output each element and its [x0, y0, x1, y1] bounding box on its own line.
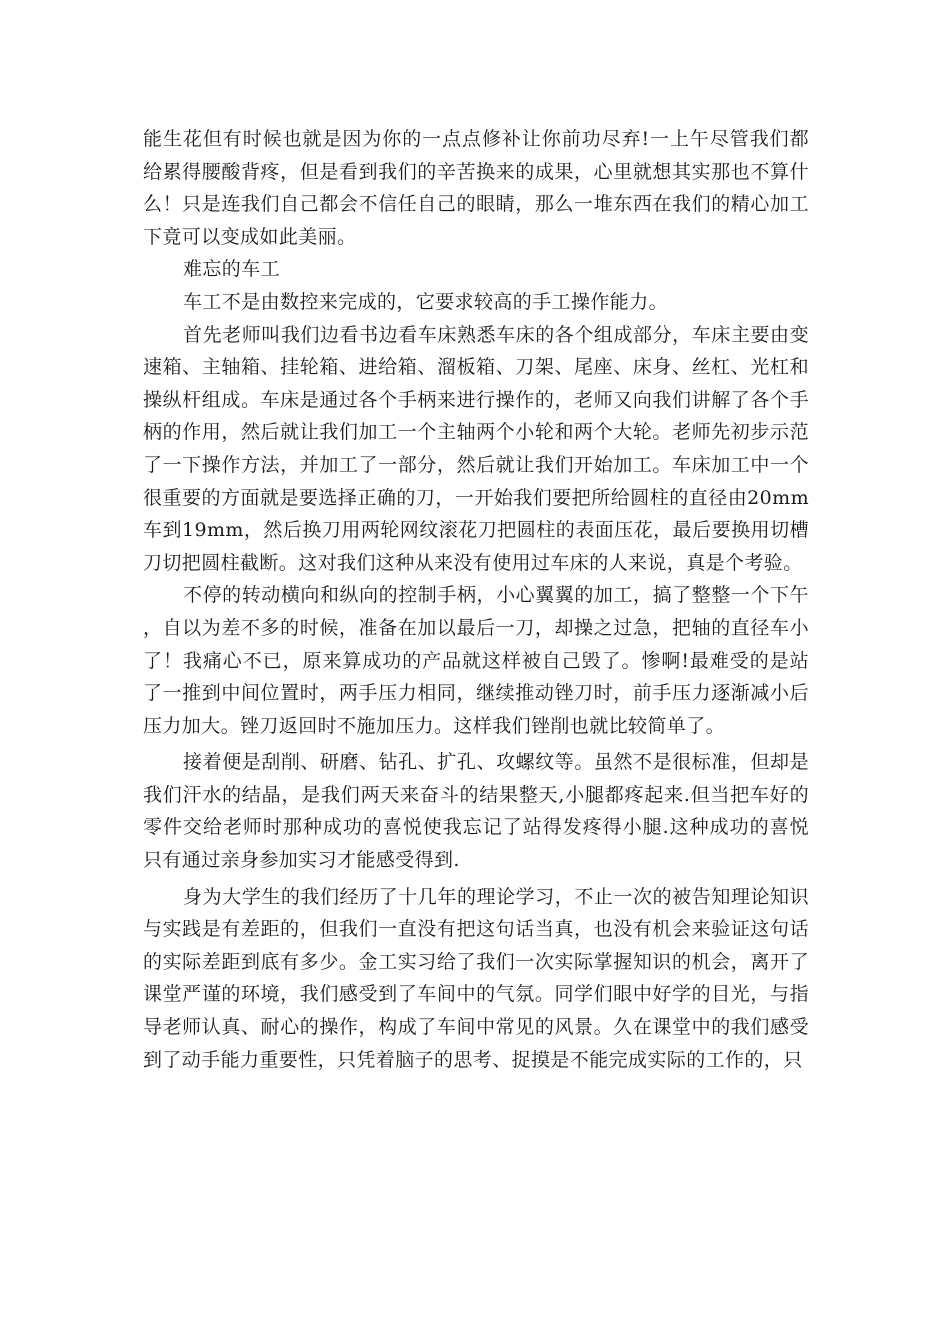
paragraph-reflection: 身为大学生的我们经历了十几年的理论学习，不止一次的被告知理论知识与实践是有差距的，但我们一直没有把这句话当真，也没有机会来验证这句话的实际差距到底有多少。金工实习给了我们一次实际掌握知识的机会，离开了课堂严谨的环境，我们感受到了车间中的气氛。同学们眼中好学的目光，与指导老师认真、耐心的操作，构成了车间中常见的风景。久在课堂中的我们感受到了动手能力重要性，只凭着脑子的思考、捉摸是不能完成实际的工作的，只	[143, 885, 809, 1071]
paragraph-continuation: 能生花但有时候也就是因为你的一点点修补让你前功尽弃!一上午尽管我们都给累得腰酸背疼，但是看到我们的辛苦换来的成果，心里就想其实那也不算什么！只是连我们自己都会不信任自己的眼睛，那么一堆东西在我们的精心加工下竟可以变成如此美丽。	[143, 128, 809, 248]
document-body	[143, 123, 809, 1076]
paragraph-lathe-intro: 车工不是由数控来完成的，它要求较高的手工操作能力。	[183, 290, 669, 313]
section-heading-lathe: 难忘的车工	[183, 258, 281, 281]
paragraph-lathe-operation: 首先老师叫我们边看书边看车床熟悉车床的各个组成部分，车床主要由变速箱、主轴箱、挂轮箱、进给箱、溜板箱、刀架、尾座、床身、丝杠、光杠和操纵杆组成。车床是通过各个手柄来进行操作的，老师又向我们讲解了各个手柄的作用，然后就让我们加工一个主轴两个小轮和两个大轮。老师先初步示范了一下操作方法，并加工了一部分，然后就让我们开始加工。车床加工中一个很重要的方面就是要选择正确的刀，一开始我们要把所给圆柱的直径由20mm车到19mm，然后换刀用两轮网纹滚花刀把圆柱的表面压花，最后要换用切槽刀切把圆柱截断。这对我们这种从来没有使用过车床的人来说，真是个考验。	[143, 323, 809, 574]
paragraph-other-processes: 接着便是刮削、研磨、钻孔、扩孔、攻螺纹等。虽然不是很标准，但却是我们汗水的结晶，是我们两天来奋斗的结果整天,小腿都疼起来.但当把车好的零件交给老师时那种成功的喜悦使我忘记了站得发疼得小腿.这种成功的喜悦只有通过亲身参加实习才能感受得到.	[143, 751, 809, 872]
paragraph-lathe-experience: 不停的转动横向和纵向的控制手柄，小心翼翼的加工，搞了整整一个下午，自以为差不多的时候，准备在加以最后一刀，却操之过急，把轴的直径车小了！我痛心不已，原来算成功的产品就这样被自己毁了。惨啊!最难受的是站了一推到中间位置时，两手压力相同，继续推动锉刀时，前手压力逐渐减小后压力加大。锉刀返回时不施加压力。这样我们锉削也就比较简单了。	[143, 584, 809, 737]
